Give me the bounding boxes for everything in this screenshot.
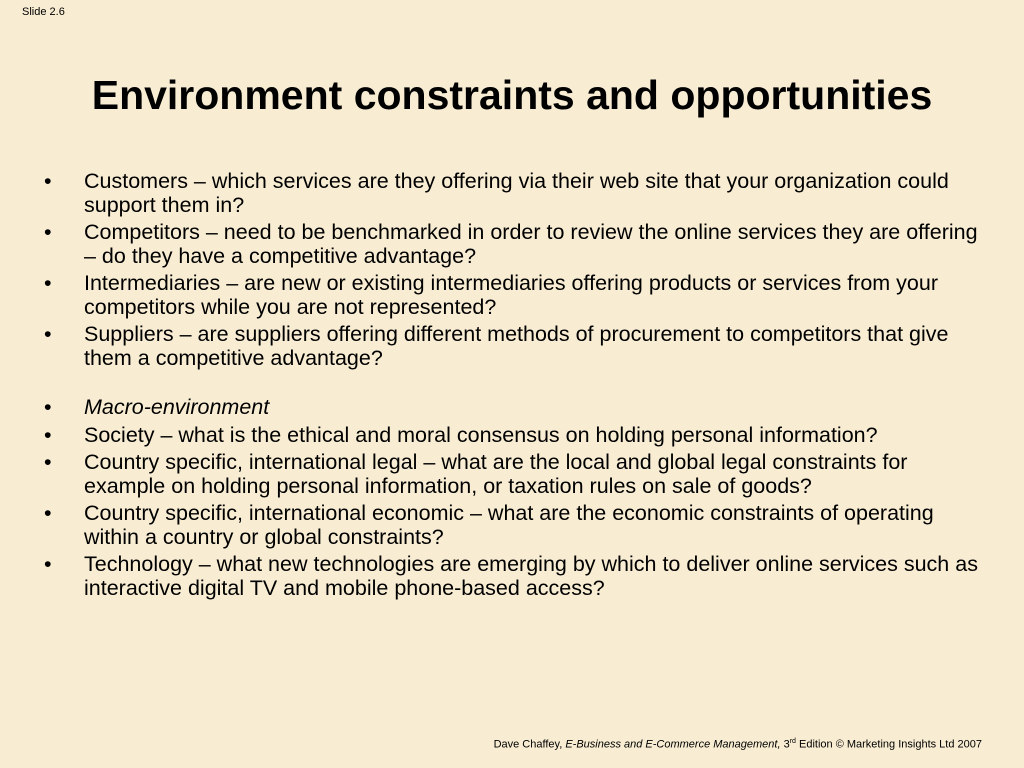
bullet-dot: • bbox=[44, 552, 52, 576]
bullet-text: Suppliers – are suppliers offering different methods of procurement to competitors that give them a competitive advantage? bbox=[84, 322, 949, 370]
bullet-legal bbox=[40, 451, 980, 498]
bullet-dot: • bbox=[44, 422, 52, 447]
bullet-text: Country specific, international legal – what are the local and global legal constraints for example on holding personal information, or taxation rules on sale of goods? bbox=[84, 450, 908, 498]
bullet-text: Competitors – need to be benchmarked in order to review the online services they are offering – do they have a competitive advantage? bbox=[84, 220, 978, 268]
bullet-dot: • bbox=[44, 501, 52, 525]
bullet-intermediaries bbox=[40, 272, 980, 319]
bullet-dot: • bbox=[44, 450, 52, 474]
footer-edition-suffix: rd bbox=[789, 738, 796, 745]
bullet-economic bbox=[40, 502, 980, 549]
bullet-dot: • bbox=[44, 220, 52, 244]
footer-book-title: E-Business and E-Commerce Management, bbox=[565, 738, 781, 751]
slide-footer bbox=[494, 738, 982, 751]
bullet-text: Macro-environment bbox=[84, 395, 270, 419]
bullet-text: Customers – which services are they offering via their web site that your organization could support them in? bbox=[84, 169, 949, 217]
bullet-technology bbox=[40, 553, 980, 600]
bullet-macro-environment bbox=[40, 396, 980, 420]
slide-title: Environment constraints and opportunities bbox=[91, 72, 933, 118]
slide-number: Slide 2.6 bbox=[22, 6, 65, 18]
bullet-text: Country specific, international economic – what are the economic constraints of operating within a country or global constraints? bbox=[84, 501, 934, 549]
bullet-text: Society – what is the ethical and moral consensus on holding personal information? bbox=[84, 422, 878, 447]
bullet-dot: • bbox=[44, 322, 52, 346]
bullet-dot: • bbox=[44, 271, 52, 295]
footer-edition-number: 3 bbox=[780, 738, 790, 751]
bullet-text: Intermediaries – are new or existing intermediaries offering products or services from your competitors while you are not represented? bbox=[84, 271, 938, 319]
bullet-customers bbox=[40, 170, 980, 217]
bullet-competitors bbox=[40, 221, 980, 268]
bullet-text: Technology – what new technologies are emerging by which to deliver online services such as interactive digital TV and mobile phone-based access? bbox=[84, 552, 978, 600]
footer-author: Dave Chaffey, bbox=[493, 738, 566, 751]
bullet-suppliers bbox=[40, 323, 980, 370]
bullet-society bbox=[40, 424, 980, 448]
footer-copyright: Edition © Marketing Insights Ltd 2007 bbox=[795, 738, 982, 751]
bullet-dot: • bbox=[44, 395, 52, 419]
bullet-list bbox=[40, 170, 980, 604]
bullet-dot: • bbox=[44, 169, 52, 193]
